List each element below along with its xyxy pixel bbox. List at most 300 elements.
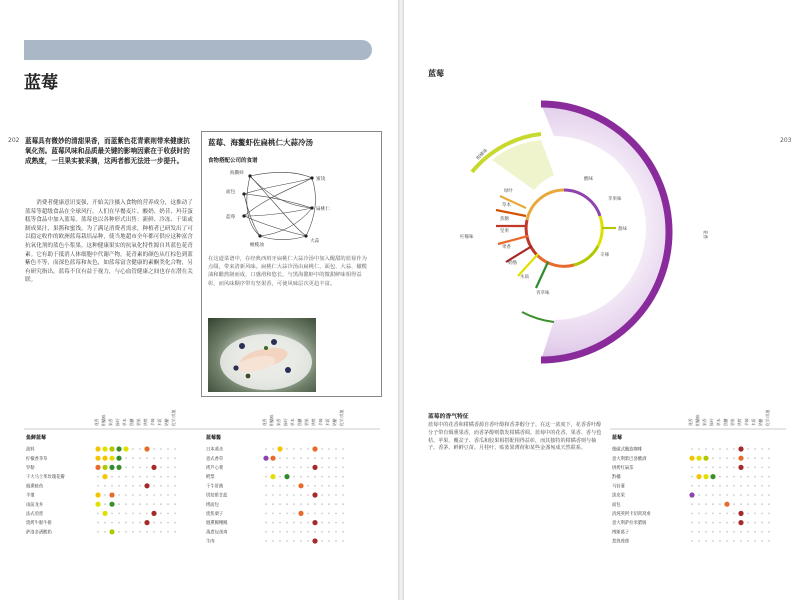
column-header: 辛辣 bbox=[150, 418, 155, 426]
flavor-dot bbox=[160, 485, 162, 487]
flavor-dot bbox=[312, 465, 317, 470]
flavor-dot bbox=[740, 531, 742, 533]
flavor-dot bbox=[768, 540, 770, 542]
flavor-dot bbox=[111, 513, 113, 515]
flavor-dot bbox=[733, 457, 735, 459]
flavor-dot bbox=[160, 503, 162, 505]
flavor-dot bbox=[312, 538, 317, 543]
table-row-label: 烧焦栗子 bbox=[206, 512, 224, 517]
flavor-dot bbox=[747, 476, 749, 478]
flavor-dot bbox=[95, 456, 100, 461]
flavor-dot bbox=[109, 456, 114, 461]
flavor-dot bbox=[307, 457, 309, 459]
table-row-label: 萨洛多酒酸奶 bbox=[26, 530, 52, 536]
flavor-dot bbox=[314, 513, 316, 515]
flavor-dot bbox=[118, 476, 120, 478]
flavor-dot bbox=[125, 457, 127, 459]
flavor-dot bbox=[719, 476, 721, 478]
flavor-dot bbox=[307, 513, 309, 515]
table-group-title: 蓝莓酱 bbox=[206, 435, 222, 441]
recipe-description: 在这道菜谱中，在经典西班牙扁桃仁大蒜冷汤中加入醒甜的蓝莓作为点缀，带来清新风味。扁桃仁大蒜冷汤由扁桃仁、面包、大蒜、橄榄油和醋熬制而成，口感滑和悠长，与黑海鳌虾中的微甜鲜味相得益彰，而风味顺序带有坚果香，可使风味层次更趋丰富。 bbox=[208, 256, 367, 287]
flavor-dot bbox=[125, 476, 127, 478]
flavor-dot bbox=[132, 457, 134, 459]
flavor-dot bbox=[109, 492, 114, 497]
flavor-dot bbox=[321, 494, 323, 496]
flavor-dot bbox=[328, 540, 330, 542]
table-row-label: 博斯葛子 bbox=[612, 530, 630, 536]
recipe-subtitle: 食物搭配公司的食谱 bbox=[208, 158, 258, 164]
column-header: 绿叶 bbox=[283, 418, 288, 426]
column-header: 化学/其他 bbox=[171, 409, 176, 426]
flavor-dot bbox=[300, 540, 302, 542]
flavor-dot bbox=[342, 531, 344, 533]
flavor-dot bbox=[153, 494, 155, 496]
flavor-dot bbox=[691, 467, 693, 469]
flavor-dot bbox=[95, 446, 100, 451]
flavor-dot bbox=[705, 522, 707, 524]
table-row-label: 黔橘 bbox=[612, 475, 621, 481]
flavor-dot bbox=[712, 448, 714, 450]
wheel-label: 焦糖 bbox=[500, 217, 509, 222]
flavor-dot bbox=[719, 448, 721, 450]
column-header: 果香 bbox=[108, 418, 113, 426]
flavor-dot bbox=[293, 503, 295, 505]
column-header: 坚果 bbox=[304, 418, 309, 426]
flavor-dot bbox=[293, 531, 295, 533]
table-row-label: 细碳式酿造咖啡 bbox=[612, 447, 643, 453]
flavor-dot bbox=[691, 540, 693, 542]
flavor-dot bbox=[747, 522, 749, 524]
flavor-dot bbox=[132, 485, 134, 487]
flavor-dot bbox=[710, 474, 715, 479]
column-header: 化学/其他 bbox=[765, 409, 770, 426]
flavor-dot bbox=[139, 485, 141, 487]
flavor-dot bbox=[705, 494, 707, 496]
flavor-dot bbox=[761, 503, 763, 505]
flavor-dot bbox=[726, 540, 728, 542]
table-row-label: 蒸煮包颈鸡 bbox=[206, 530, 228, 536]
flavor-dot bbox=[118, 522, 120, 524]
flavor-dot bbox=[300, 457, 302, 459]
flavor-dot bbox=[265, 476, 267, 478]
pairing-table-left bbox=[24, 402, 384, 604]
flavor-dot bbox=[747, 448, 749, 450]
flavor-dot bbox=[146, 467, 148, 469]
flavor-dot bbox=[761, 522, 763, 524]
column-header: 木质 bbox=[157, 418, 162, 426]
column-header: 奶酪 bbox=[332, 418, 337, 426]
flavor-dot bbox=[712, 540, 714, 542]
flavor-dot bbox=[167, 522, 169, 524]
flavor-dot bbox=[733, 448, 735, 450]
flavor-dot bbox=[719, 467, 721, 469]
flavor-dot bbox=[335, 485, 337, 487]
flavor-dot bbox=[102, 511, 107, 516]
table-row-label: 干牛肝菌 bbox=[206, 484, 224, 490]
flavor-dot bbox=[279, 522, 281, 524]
flavor-dot bbox=[698, 531, 700, 533]
flavor-dot bbox=[754, 513, 756, 515]
flavor-dot bbox=[167, 476, 169, 478]
flavor-dot bbox=[705, 448, 707, 450]
flavor-dot bbox=[342, 522, 344, 524]
flavor-dot bbox=[733, 531, 735, 533]
flavor-dot bbox=[118, 494, 120, 496]
flavor-dot bbox=[300, 467, 302, 469]
flavor-dot bbox=[286, 467, 288, 469]
flavor-dot bbox=[719, 485, 721, 487]
flavor-dot bbox=[279, 540, 281, 542]
flavor-dot bbox=[167, 513, 169, 515]
pairing-table-right bbox=[610, 402, 790, 604]
column-header: 草本 bbox=[290, 418, 295, 426]
column-header: 柑橘味 bbox=[695, 414, 700, 426]
flavor-dot bbox=[314, 485, 316, 487]
table-svg-right bbox=[610, 402, 790, 600]
flavor-dot bbox=[705, 540, 707, 542]
flavor-dot bbox=[738, 511, 743, 516]
table-group-title: 鱼鲜蓝莓 bbox=[26, 435, 47, 441]
flavor-dot bbox=[146, 457, 148, 459]
flavor-dot bbox=[307, 531, 309, 533]
flavor-dot bbox=[265, 485, 267, 487]
column-header: 木质 bbox=[325, 418, 330, 426]
flavor-dot bbox=[761, 457, 763, 459]
flavor-dot bbox=[754, 467, 756, 469]
column-header: 果香 bbox=[702, 418, 707, 426]
flavor-dot bbox=[153, 457, 155, 459]
flavor-dot bbox=[167, 503, 169, 505]
flavor-dot bbox=[125, 503, 127, 505]
column-header: 化学/其他 bbox=[339, 409, 344, 426]
flavor-dot bbox=[719, 513, 721, 515]
table-row-label: 烧烤牛眼牛排 bbox=[26, 521, 52, 527]
flavor-dot bbox=[314, 476, 316, 478]
flavor-dot bbox=[111, 476, 113, 478]
flavor-dot bbox=[272, 494, 274, 496]
flavor-dot bbox=[286, 457, 288, 459]
flavor-dot bbox=[328, 485, 330, 487]
flavor-dot bbox=[97, 513, 99, 515]
flavor-dot bbox=[153, 485, 155, 487]
flavor-dot bbox=[761, 476, 763, 478]
flavor-dot bbox=[705, 503, 707, 505]
flavor-dot bbox=[293, 494, 295, 496]
network-node bbox=[310, 206, 313, 209]
flavor-dot bbox=[712, 457, 714, 459]
flavor-dot bbox=[754, 485, 756, 487]
flavor-dot bbox=[691, 485, 693, 487]
node-label: 大蒜 bbox=[310, 239, 320, 244]
flavor-dot bbox=[342, 540, 344, 542]
flavor-dot bbox=[160, 476, 162, 478]
flavor-dot bbox=[153, 531, 155, 533]
page-title: 蓝莓 bbox=[24, 73, 58, 93]
flavor-dot bbox=[111, 522, 113, 524]
flavor-dot bbox=[174, 522, 176, 524]
wheel-label: 木质 bbox=[520, 275, 529, 280]
flavor-dot bbox=[691, 503, 693, 505]
column-header: 烘烤 bbox=[737, 418, 742, 426]
flavor-dot bbox=[712, 503, 714, 505]
flavor-dot bbox=[144, 446, 149, 451]
flavor-dot bbox=[726, 522, 728, 524]
wheel-label: 果香 bbox=[502, 245, 511, 250]
flavor-dot bbox=[314, 457, 316, 459]
node-label: 海鳌虾 bbox=[230, 171, 244, 176]
flavor-dot bbox=[719, 522, 721, 524]
flavor-dot bbox=[696, 474, 701, 479]
flavor-dot bbox=[314, 503, 316, 505]
table-row-label: 烤面包 bbox=[206, 502, 219, 508]
flavor-dot bbox=[698, 485, 700, 487]
flavor-dot bbox=[738, 456, 743, 461]
flavor-dot bbox=[705, 485, 707, 487]
node-label: 蓝莓 bbox=[226, 215, 236, 220]
flavor-dot bbox=[705, 467, 707, 469]
flavor-dot bbox=[768, 467, 770, 469]
flavor-dot bbox=[286, 494, 288, 496]
flavor-dot bbox=[738, 446, 743, 451]
flavor-dot bbox=[132, 503, 134, 505]
flavor-dot bbox=[738, 465, 743, 470]
column-header: 焦糖 bbox=[723, 418, 728, 426]
flavor-dot bbox=[747, 531, 749, 533]
flavor-dot bbox=[116, 465, 121, 470]
flavor-dot bbox=[104, 531, 106, 533]
flavor-dot bbox=[754, 476, 756, 478]
column-header: 花香 bbox=[688, 418, 693, 426]
flavor-dot bbox=[712, 522, 714, 524]
flavor-dot bbox=[286, 448, 288, 450]
table-row-label: 意大利萨拉米腊肠 bbox=[612, 521, 647, 527]
pairing-network bbox=[208, 166, 372, 252]
flavor-dot bbox=[747, 503, 749, 505]
column-header: 辛辣 bbox=[318, 418, 323, 426]
flavor-dot bbox=[139, 467, 141, 469]
flavor-dot bbox=[754, 531, 756, 533]
wheel-label: 柑橘味 bbox=[475, 148, 489, 162]
flavor-dot bbox=[279, 476, 281, 478]
flavor-dot bbox=[761, 540, 763, 542]
flavor-dot bbox=[174, 513, 176, 515]
flavor-dot bbox=[691, 448, 693, 450]
flavor-dot bbox=[116, 446, 121, 451]
flavor-dot bbox=[719, 494, 721, 496]
wheel-label: 坚果 bbox=[500, 229, 509, 234]
table-row-label: 烟熏鳗鳍鳗 bbox=[206, 521, 228, 527]
column-header: 果香 bbox=[276, 418, 281, 426]
flavor-dot bbox=[279, 531, 281, 533]
flavor-dot bbox=[307, 467, 309, 469]
flavor-dot bbox=[768, 485, 770, 487]
flavor-dot bbox=[335, 494, 337, 496]
flavor-dot bbox=[279, 467, 281, 469]
flavor-dot bbox=[300, 531, 302, 533]
flavor-dot bbox=[265, 522, 267, 524]
flavor-dot bbox=[328, 467, 330, 469]
flavor-dot bbox=[111, 485, 113, 487]
wheel-label: 酸味 bbox=[584, 177, 593, 182]
table-row-label: 羊羹 bbox=[26, 493, 35, 499]
flavor-dot bbox=[712, 513, 714, 515]
flavor-dot bbox=[712, 531, 714, 533]
flavor-dot bbox=[102, 456, 107, 461]
flavor-dot bbox=[95, 492, 100, 497]
flavor-dot bbox=[328, 494, 330, 496]
flavor-dot bbox=[312, 492, 317, 497]
flavor-dot bbox=[174, 503, 176, 505]
flavor-dot bbox=[293, 540, 295, 542]
flavor-dot bbox=[272, 513, 274, 515]
flavor-dot bbox=[284, 474, 289, 479]
flavor-dot bbox=[132, 476, 134, 478]
node-label: 扁桃仁 bbox=[316, 207, 330, 212]
chapter-banner bbox=[24, 40, 372, 60]
flavor-dot bbox=[691, 531, 693, 533]
flavor-dot bbox=[335, 503, 337, 505]
flavor-dot bbox=[286, 485, 288, 487]
flavor-dot bbox=[167, 467, 169, 469]
flavor-dot bbox=[132, 522, 134, 524]
flavor-dot bbox=[740, 503, 742, 505]
table-row-label: 干大马士革玫瑰花瓣 bbox=[26, 475, 65, 481]
flavor-dot bbox=[118, 513, 120, 515]
flavor-dot bbox=[139, 494, 141, 496]
flavor-dot bbox=[733, 513, 735, 515]
flavor-dot bbox=[321, 540, 323, 542]
flavor-dot bbox=[747, 540, 749, 542]
flavor-dot bbox=[298, 483, 303, 488]
flavor-dot bbox=[335, 467, 337, 469]
column-header: 辛辣 bbox=[744, 418, 749, 426]
flavor-dot bbox=[754, 522, 756, 524]
flavor-dot bbox=[125, 522, 127, 524]
table-row-label: 法式煎蛋 bbox=[26, 512, 44, 517]
flavor-dot bbox=[109, 529, 114, 534]
flavor-dot bbox=[265, 513, 267, 515]
flavor-dot bbox=[698, 467, 700, 469]
flavor-dot bbox=[286, 522, 288, 524]
flavor-dot bbox=[151, 511, 156, 516]
flavor-dot bbox=[719, 503, 721, 505]
flavor-dot bbox=[335, 531, 337, 533]
flavor-dot bbox=[726, 467, 728, 469]
dish-illustration bbox=[208, 318, 316, 392]
flavor-dot bbox=[104, 485, 106, 487]
flavor-dot bbox=[139, 503, 141, 505]
flavor-dot bbox=[300, 494, 302, 496]
body-paragraph: 消费者健康意识变强，开始关注摄入食物的营养成分，这推动了蓝莓等超级食品在全球风行。人们在早餐麦片、酸奶、奶昔、玛芬蛋糕等食品中加入蓝莓。蓝莓也以各种形式出售：新鲜、冷冻、干果或制成果汁、果酱和蜜饯。为了满足消费者需求，种植者已研发出了可以稳定收作的欧洲蓝莓栽培品种，使当地超市全年都可供应这种富含抗氧化剂的蓝色小浆果。这种健康果实的抗氧化特性源自其蓝色花青素。它有助于抵消人体细胞中代谢产物。花青素的颜色从红棕色到蓝紫色不等，而深色蓝莓和灰色，如蓝莓富含健康的素酮类化合物，另有研究指出，蓝莓不仅有益于视力，与心血管健康之间也存在潜在关联。 bbox=[25, 200, 193, 284]
flavor-dot bbox=[174, 485, 176, 487]
flavor-dot bbox=[696, 456, 701, 461]
flavor-dot bbox=[698, 540, 700, 542]
flavor-dot bbox=[160, 467, 162, 469]
table-row-label: 意大利紫巴洛酸酒 bbox=[612, 456, 647, 462]
flavor-dot bbox=[286, 503, 288, 505]
flavor-dot bbox=[691, 513, 693, 515]
flavor-dot bbox=[153, 522, 155, 524]
flavor-dot bbox=[160, 448, 162, 450]
flavor-dot bbox=[270, 474, 275, 479]
flavor-dot bbox=[174, 531, 176, 533]
wheel-label: 苹果味 bbox=[608, 197, 622, 202]
flavor-dot bbox=[118, 485, 120, 487]
flavor-dot bbox=[705, 531, 707, 533]
flavor-dot bbox=[97, 531, 99, 533]
flavor-dot bbox=[712, 485, 714, 487]
column-header: 绿叶 bbox=[115, 418, 120, 426]
flavor-dot bbox=[97, 476, 99, 478]
column-header: 奶酪 bbox=[758, 418, 763, 426]
network-edges bbox=[244, 172, 315, 239]
column-header: 烘烤 bbox=[311, 418, 316, 426]
column-header: 坚果 bbox=[730, 418, 735, 426]
flavor-dot bbox=[698, 448, 700, 450]
flavor-dot bbox=[146, 531, 148, 533]
flavor-dot bbox=[109, 465, 114, 470]
flavor-dot bbox=[689, 492, 694, 497]
flavor-dot bbox=[761, 513, 763, 515]
wheel-label: 绿叶 bbox=[504, 189, 513, 194]
flavor-dot bbox=[272, 485, 274, 487]
flavor-dot bbox=[277, 446, 282, 451]
flavor-dot bbox=[286, 540, 288, 542]
flavor-dot bbox=[293, 522, 295, 524]
flavor-dot bbox=[703, 456, 708, 461]
flavor-dot bbox=[104, 503, 106, 505]
flavor-dot bbox=[279, 457, 281, 459]
table-row-label: 牛肉 bbox=[206, 539, 215, 545]
flavor-dot bbox=[167, 457, 169, 459]
flavor-dot bbox=[740, 494, 742, 496]
flavor-dot bbox=[321, 457, 323, 459]
column-header: 草本 bbox=[122, 418, 127, 426]
flavor-dot bbox=[335, 522, 337, 524]
flavor-dot bbox=[335, 476, 337, 478]
flavor-dot bbox=[335, 540, 337, 542]
flavor-dot bbox=[754, 494, 756, 496]
flavor-dot bbox=[321, 503, 323, 505]
table-row-label: 马铃薯 bbox=[612, 484, 625, 490]
flavor-dot bbox=[307, 476, 309, 478]
flavor-dot bbox=[139, 513, 141, 515]
wheel-label: 花香 bbox=[702, 230, 707, 239]
flavor-dot bbox=[719, 531, 721, 533]
page-number-right: 203 bbox=[780, 137, 792, 144]
flavor-dot bbox=[747, 513, 749, 515]
wheel-label: 甜味 bbox=[618, 227, 627, 232]
table-svg-left bbox=[24, 402, 384, 600]
flavor-dot bbox=[768, 513, 770, 515]
flavor-dot bbox=[167, 531, 169, 533]
network-node bbox=[242, 192, 245, 195]
flavor-dot bbox=[279, 513, 281, 515]
flavor-dot bbox=[726, 531, 728, 533]
flavor-dot bbox=[754, 503, 756, 505]
flavor-dot bbox=[307, 522, 309, 524]
table-row-label: 煮熟莲莲 bbox=[612, 539, 630, 545]
flavor-dot bbox=[726, 476, 728, 478]
flavor-dot bbox=[160, 457, 162, 459]
right-page-title: 蓝莓 bbox=[428, 69, 444, 78]
flavor-dot bbox=[102, 465, 107, 470]
column-header: 柑橘味 bbox=[269, 414, 274, 426]
column-header: 花香 bbox=[94, 418, 99, 426]
column-header: 草本 bbox=[716, 418, 721, 426]
flavor-dot bbox=[174, 467, 176, 469]
wheel-label: 奶酪 bbox=[508, 261, 517, 266]
